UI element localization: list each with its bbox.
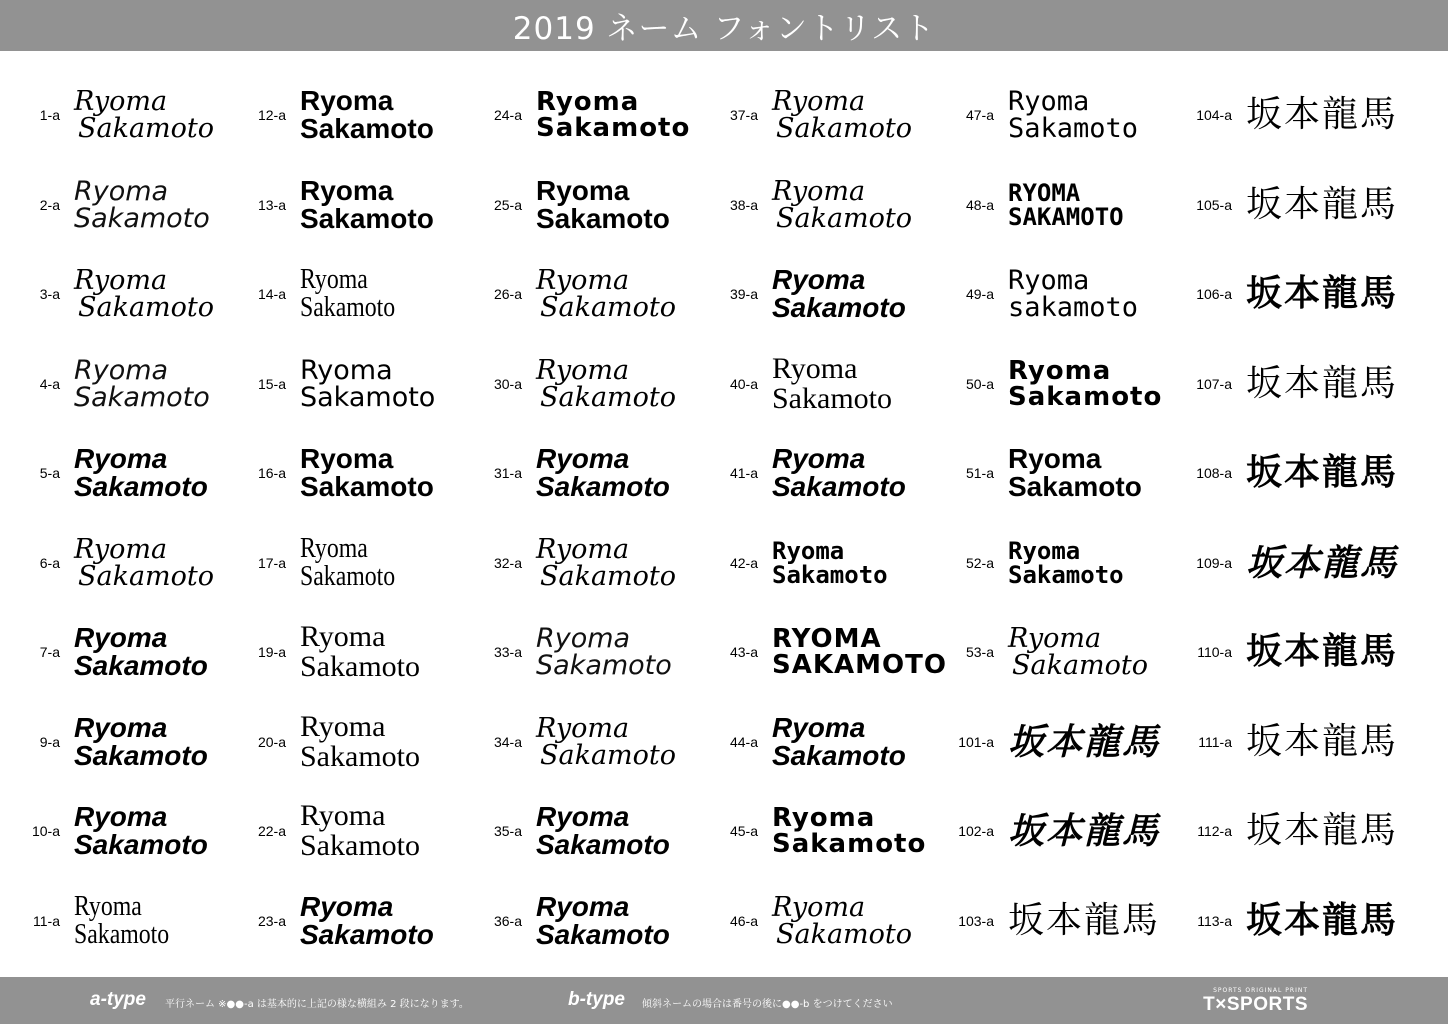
sample-line-first: Ryoma (300, 709, 386, 743)
font-sample (300, 174, 434, 234)
font-code: 31-a (493, 465, 522, 481)
sample-line-last: Sakamoto (776, 202, 913, 234)
sample-line-last: Sakamoto (1008, 113, 1139, 144)
brand-logo (1203, 987, 1308, 1016)
font-sample (74, 445, 208, 501)
sample-line-first: Ryoma (536, 354, 630, 386)
font-sample-item (10, 697, 208, 787)
font-code: 24-a (493, 107, 522, 123)
font-sample (1008, 720, 1161, 763)
font-code: 20-a (257, 733, 286, 750)
sample-line-last: Sakamoto (74, 650, 208, 681)
sample-line-first: Ryoma (536, 801, 630, 832)
sample-line-first: Ryoma (536, 265, 630, 296)
page-title: 2019 ネーム フォントリスト (512, 11, 936, 47)
sample-line-last: Sakamoto (78, 560, 215, 592)
brand-name: T×SPORTS (1203, 994, 1308, 1015)
sample-line-last: Sakamoto (540, 739, 677, 771)
font-sample (300, 87, 434, 143)
font-sample-item (944, 428, 1142, 518)
font-sample-item (10, 786, 208, 876)
font-sample-item (236, 607, 420, 697)
font-sample-item (944, 70, 1138, 160)
sample-line-first: Ryoma (772, 803, 876, 833)
font-sample-item (1182, 876, 1398, 966)
font-sample-item (10, 428, 208, 518)
font-code: 23-a (257, 912, 286, 929)
sample-line-last: Sakamoto (74, 202, 210, 234)
font-sample-item (472, 607, 672, 697)
font-code: 10-a (31, 823, 60, 839)
font-sample (300, 354, 436, 413)
font-code: 107-a (1196, 375, 1232, 392)
font-sample-item (944, 339, 1162, 429)
font-sample (772, 536, 888, 589)
font-code: 25-a (493, 196, 522, 213)
font-sample (772, 891, 913, 950)
sample-line-last: Sakamoto (300, 292, 396, 323)
font-list-grid (0, 70, 1448, 970)
b-type-label: b-type (568, 989, 625, 1010)
brand-tagline: SPORTS ORIGINAL PRINT (1213, 987, 1308, 994)
sample-line-first: Ryoma (300, 264, 368, 295)
font-code: 108-a (1196, 465, 1232, 481)
font-sample-item (1182, 160, 1398, 250)
font-code: 3-a (39, 286, 60, 302)
sample-line-last: Sakamoto (536, 918, 670, 950)
sample-line-first: Ryoma (536, 623, 631, 654)
font-sample (300, 890, 434, 950)
font-sample-item (944, 697, 1160, 787)
font-code: 5-a (39, 465, 60, 481)
sample-line-first: Ryoma (1008, 536, 1081, 565)
font-code: 39-a (729, 286, 758, 302)
sample-kanji: 坂本龍馬 (1008, 720, 1161, 763)
font-sample (300, 622, 420, 682)
sample-kanji: 坂本龍馬 (1008, 899, 1161, 941)
font-sample (772, 88, 912, 142)
font-sample (1008, 810, 1161, 852)
sample-line-last: Sakamoto (74, 471, 208, 502)
font-sample (1008, 899, 1161, 941)
sample-line-first: Ryoma (536, 174, 630, 206)
sample-line-last: Sakamoto (300, 918, 434, 950)
sample-line-first: Ryoma (74, 801, 168, 832)
font-code: 9-a (39, 733, 60, 750)
header-bar (0, 0, 1448, 51)
font-code: 102-a (958, 823, 994, 839)
font-code: 35-a (493, 823, 522, 839)
sample-line-last: Sakamoto (540, 381, 677, 413)
sample-kanji: 坂本龍馬 (1246, 810, 1399, 851)
sample-line-first: Ryoma (772, 711, 866, 743)
sample-line-first: Ryoma (74, 533, 168, 565)
font-sample-item (472, 786, 670, 876)
sample-line-first: Ryoma (74, 711, 168, 743)
font-code: 34-a (493, 733, 522, 750)
font-code: 52-a (965, 554, 994, 571)
font-code: 26-a (493, 286, 522, 302)
font-sample (74, 88, 214, 142)
font-sample-item (236, 339, 435, 429)
font-sample-item (708, 518, 888, 608)
sample-line-first: Ryoma (74, 354, 169, 386)
font-sample-item (1182, 697, 1398, 787)
font-code: 36-a (493, 912, 522, 929)
font-code: 53-a (965, 644, 994, 660)
sample-line-last: Sakamoto (1008, 471, 1142, 502)
b-type-note: 傾斜ネームの場合は番号の後に●●-b をつけてください (642, 999, 893, 1010)
sample-line-last: Sakamoto (74, 918, 170, 950)
font-sample (1008, 355, 1163, 412)
sample-line-last: Sakamoto (74, 739, 208, 771)
font-code: 19-a (257, 644, 286, 660)
sample-line-first: Ryoma (300, 354, 393, 386)
font-sample (1246, 183, 1399, 225)
font-sample (74, 267, 214, 321)
font-sample (300, 709, 420, 773)
sample-line-last: Sakamoto (300, 381, 436, 413)
font-sample (74, 624, 208, 680)
font-sample-item (472, 876, 670, 966)
font-sample (1246, 541, 1399, 584)
sample-line-last: Sakamoto (1008, 381, 1163, 412)
font-sample-item (1182, 428, 1398, 518)
font-sample (1008, 88, 1138, 142)
sample-line-first: Ryoma (300, 890, 394, 922)
sample-line-first: Ryoma (300, 443, 394, 474)
font-sample (300, 445, 434, 501)
sample-line-last: Sakamoto (74, 829, 208, 860)
sample-line-first: Ryoma (74, 443, 168, 474)
sample-line-first: Ryoma (1008, 86, 1090, 117)
font-sample (1246, 452, 1399, 493)
font-code: 2-a (39, 196, 60, 213)
font-sample-item (708, 249, 906, 339)
sample-line-first: Ryoma (772, 351, 858, 385)
sample-line-first: Ryoma (74, 265, 168, 296)
font-sample-item (944, 607, 1148, 697)
sample-line-first: RYOMA (1008, 178, 1081, 207)
font-sample (1246, 94, 1399, 135)
sample-line-last: Sakamoto (78, 292, 215, 323)
font-sample (1246, 810, 1399, 851)
sample-line-last: Sakamoto (300, 113, 434, 144)
font-sample (1246, 273, 1399, 314)
sample-line-first: Ryoma (536, 533, 630, 565)
sample-line-last: Sakamoto (300, 739, 420, 773)
font-sample-item (1182, 518, 1398, 608)
sample-line-first: Ryoma (772, 264, 866, 295)
font-sample (536, 174, 670, 234)
font-code: 44-a (729, 733, 758, 750)
font-sample (74, 803, 208, 859)
sample-line-last: Sakamoto (300, 650, 420, 683)
font-sample-item (708, 876, 912, 966)
font-sample-item (236, 160, 434, 250)
font-sample-item (708, 697, 906, 787)
sample-line-last: Sakamoto (78, 113, 215, 144)
sample-line-last: SAKAMOTO (772, 650, 947, 680)
sample-line-first: Ryoma (772, 443, 866, 474)
font-code: 105-a (1196, 196, 1232, 213)
font-sample-item (472, 249, 676, 339)
font-sample (74, 890, 170, 950)
font-sample (772, 445, 906, 501)
font-sample-item (944, 876, 1160, 966)
font-sample (1008, 625, 1148, 679)
a-type-note: 平行ネーム ※●●-a は基本的に上記の様な横組み 2 段になります。 (165, 999, 469, 1010)
sample-line-last: Sakamoto (772, 471, 906, 502)
footer-bar (0, 977, 1448, 1024)
sample-line-last: Sakamoto (772, 560, 888, 589)
sample-line-first: Ryoma (536, 890, 630, 922)
font-sample (74, 354, 210, 413)
font-sample (1246, 631, 1399, 672)
font-code: 37-a (729, 107, 758, 123)
font-sample-item (472, 428, 670, 518)
font-code: 40-a (729, 375, 758, 392)
sample-line-first: Ryoma (772, 86, 866, 117)
font-sample-item (10, 160, 210, 250)
font-sample-item (1182, 786, 1398, 876)
font-sample (536, 533, 677, 592)
font-code: 110-a (1197, 644, 1232, 660)
font-code: 30-a (493, 375, 522, 392)
sample-line-last: Sakamoto (772, 739, 906, 771)
font-sample (772, 175, 913, 234)
font-sample-item (10, 607, 208, 697)
sample-line-first: Ryoma (1008, 355, 1112, 386)
font-sample-item (236, 697, 420, 787)
font-sample-item (472, 160, 670, 250)
font-code: 11-a (33, 912, 60, 929)
sample-line-first: Ryoma (536, 443, 630, 474)
sample-line-first: Ryoma (772, 536, 845, 565)
font-sample-item (472, 339, 676, 429)
font-code: 1-a (39, 107, 60, 123)
font-code: 45-a (729, 823, 758, 839)
font-sample (1008, 267, 1138, 321)
font-sample-item (236, 70, 434, 160)
sample-line-first: Ryoma (772, 891, 866, 923)
font-sample-item (944, 786, 1160, 876)
font-sample-item (1182, 607, 1398, 697)
sample-line-last: Sakamoto (300, 560, 396, 592)
font-code: 101-a (958, 733, 994, 750)
font-sample-item (708, 160, 912, 250)
font-sample (536, 267, 676, 321)
font-sample-item (708, 70, 912, 160)
sample-line-last: Sakamoto (772, 829, 927, 859)
font-code: 7-a (39, 644, 60, 660)
font-code: 33-a (493, 644, 522, 660)
font-code: 51-a (965, 465, 994, 481)
sample-line-first: Ryoma (536, 712, 630, 744)
font-sample-item (472, 70, 690, 160)
font-sample (300, 801, 420, 861)
font-sample-item (236, 518, 412, 608)
font-sample (1246, 899, 1399, 941)
sample-line-first: Ryoma (74, 175, 169, 207)
font-sample (536, 712, 677, 771)
font-code: 48-a (965, 196, 994, 213)
font-sample (536, 625, 672, 679)
font-sample-item (236, 876, 434, 966)
font-sample-item (10, 249, 214, 339)
font-sample-item (708, 339, 892, 429)
sample-line-last: Sakamoto (536, 829, 670, 860)
font-sample (1246, 362, 1399, 404)
font-code: 16-a (257, 465, 286, 481)
font-sample (74, 175, 210, 234)
font-code: 49-a (965, 286, 994, 302)
sample-kanji: 坂本龍馬 (1246, 541, 1399, 584)
font-code: 32-a (493, 554, 522, 571)
font-sample-item (10, 70, 214, 160)
font-sample-item (944, 249, 1138, 339)
sample-line-last: Sakamoto (536, 113, 691, 143)
sample-line-last: Sakamoto (772, 292, 906, 323)
font-code: 22-a (257, 823, 286, 839)
font-code: 17-a (257, 554, 286, 571)
font-sample (536, 445, 670, 501)
sample-line-last: Sakamoto (536, 650, 672, 681)
sample-kanji: 坂本龍馬 (1246, 362, 1399, 404)
sample-line-last: Sakamoto (300, 471, 434, 502)
sample-kanji: 坂本龍馬 (1008, 810, 1161, 852)
font-sample (1246, 720, 1399, 762)
font-sample (772, 351, 892, 415)
sample-kanji: 坂本龍馬 (1246, 452, 1399, 493)
font-sample (536, 890, 670, 950)
sample-line-last: Sakamoto (300, 202, 434, 234)
sample-kanji: 坂本龍馬 (1246, 631, 1399, 672)
sample-line-last: Sakamoto (74, 381, 210, 413)
sample-line-first: Ryoma (300, 532, 368, 564)
font-code: 38-a (729, 196, 758, 213)
font-sample-item (708, 786, 926, 876)
font-code: 112-a (1197, 823, 1232, 839)
font-sample (1008, 178, 1124, 231)
font-code: 12-a (257, 107, 286, 123)
font-code: 13-a (257, 196, 286, 213)
font-sample (74, 533, 215, 592)
font-sample-item (236, 249, 412, 339)
font-code: 50-a (965, 375, 994, 392)
font-sample-item (236, 428, 434, 518)
sample-line-first: RYOMA (772, 624, 882, 654)
font-code: 106-a (1196, 286, 1232, 302)
sample-kanji: 坂本龍馬 (1246, 183, 1399, 225)
sample-line-last: SAKAMOTO (1008, 202, 1124, 231)
sample-line-last: Sakamoto (536, 202, 670, 234)
sample-line-first: Ryoma (300, 620, 386, 653)
font-code: 46-a (729, 912, 758, 929)
sample-line-first: Ryoma (1008, 443, 1102, 474)
sample-line-last: Sakamoto (300, 829, 420, 862)
font-code: 6-a (39, 554, 60, 571)
sample-line-last: Sakamoto (776, 918, 913, 950)
a-type-label: a-type (90, 989, 146, 1010)
font-sample (772, 711, 906, 771)
font-code: 15-a (257, 375, 286, 392)
sample-line-last: Sakamoto (540, 292, 677, 323)
font-sample-item (944, 518, 1124, 608)
font-sample-item (1182, 339, 1398, 429)
sample-kanji: 坂本龍馬 (1246, 899, 1399, 941)
font-sample (300, 266, 395, 322)
sample-line-last: Sakamoto (540, 560, 677, 592)
sample-line-first: Ryoma (300, 85, 394, 116)
font-code: 47-a (965, 107, 994, 123)
sample-line-last: Sakamoto (536, 471, 670, 502)
font-sample (300, 532, 396, 592)
sample-line-first: Ryoma (300, 799, 386, 832)
sample-line-last: Sakamoto (772, 381, 892, 415)
font-sample-item (472, 697, 676, 787)
sample-line-first: Ryoma (1008, 265, 1090, 296)
font-sample (536, 803, 670, 859)
sample-line-first: Ryoma (772, 175, 866, 207)
font-sample (772, 805, 926, 857)
sample-kanji: 坂本龍馬 (1246, 94, 1399, 135)
font-sample (772, 626, 947, 678)
font-code: 41-a (729, 465, 758, 481)
sample-kanji: 坂本龍馬 (1246, 273, 1399, 314)
sample-kanji: 坂本龍馬 (1246, 720, 1399, 762)
font-sample-item (10, 518, 214, 608)
font-code: 43-a (729, 644, 758, 660)
font-sample-item (10, 339, 210, 429)
font-sample (1008, 536, 1124, 589)
font-sample-item (472, 518, 676, 608)
font-sample-item (708, 607, 947, 697)
font-code: 113-a (1197, 912, 1232, 929)
sample-line-first: Ryoma (74, 890, 142, 922)
sample-line-first: Ryoma (74, 622, 168, 653)
font-sample-item (1182, 249, 1398, 339)
font-code: 4-a (39, 375, 60, 392)
font-code: 104-a (1196, 107, 1232, 123)
font-sample (536, 354, 677, 413)
font-sample-item (236, 786, 420, 876)
sample-line-last: Sakamoto (776, 113, 913, 144)
font-code: 103-a (958, 912, 994, 929)
sample-line-last: Sakamoto (1008, 560, 1124, 589)
font-sample-item (944, 160, 1124, 250)
font-code: 111-a (1198, 733, 1232, 750)
font-sample (74, 711, 208, 771)
font-code: 14-a (257, 286, 286, 302)
sample-line-first: Ryoma (536, 87, 640, 117)
font-sample-item (1182, 70, 1398, 160)
sample-line-first: Ryoma (1008, 623, 1102, 654)
sample-line-first: Ryoma (300, 174, 394, 206)
font-code: 109-a (1196, 554, 1232, 571)
font-code: 42-a (729, 554, 758, 571)
font-sample (536, 89, 690, 141)
sample-line-last: sakamoto (1008, 292, 1139, 323)
font-sample-item (708, 428, 906, 518)
font-sample (1008, 445, 1142, 501)
sample-line-first: Ryoma (74, 86, 168, 117)
font-sample (772, 266, 906, 322)
sample-line-last: Sakamoto (1012, 650, 1149, 681)
font-sample-item (10, 876, 186, 966)
